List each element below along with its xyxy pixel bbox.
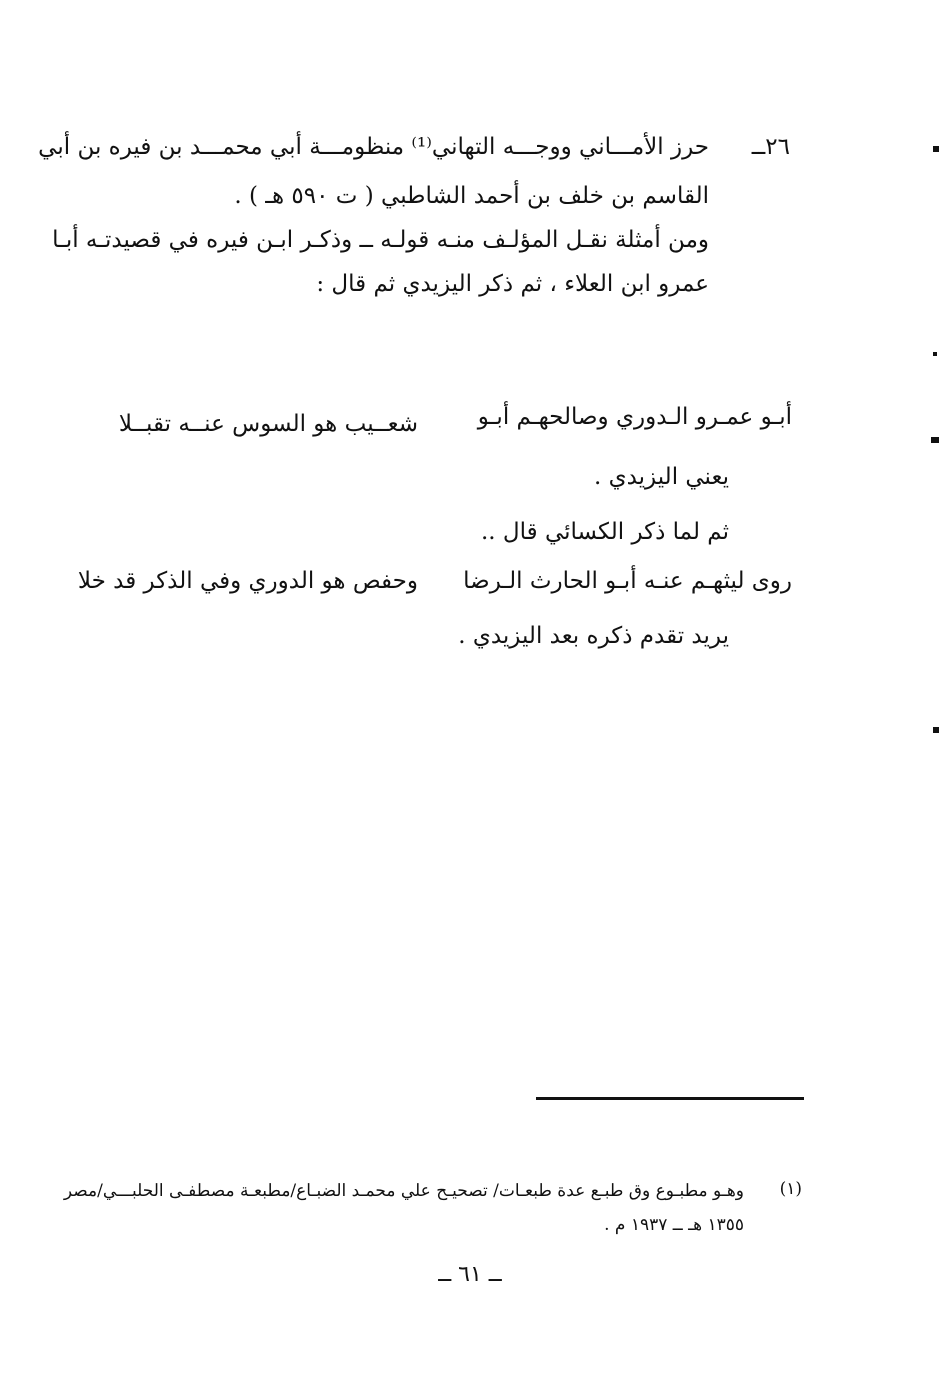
note-yazidi-order: يريد تقدم ذكره بعد اليزيدي . (458, 623, 729, 649)
verse-1-first-hemistich: أبـو عمـرو الـدوري وصالحهـم أبـو (477, 404, 792, 430)
footnote-line-2: ١٣٥٥ هـ ــ ١٩٣٧ م . (604, 1215, 744, 1235)
page-number: ــ ٦١ ــ (438, 1262, 502, 1287)
entry-line-3: ومن أمثلة نقـل المؤلـف منـه قولـه ــ وذكـر ابـن فيره في قصيدتـه أبـا (52, 227, 709, 253)
verse-2-first-hemistich: روى ليثهـم عنـه أبـو الحارث الـرضا (463, 568, 792, 594)
entry-line-1: حرز الأمـــاني ووجـــه التهاني⁽¹⁾ منظومـــة أبي محمـــد بن فيره بن أبي (38, 134, 709, 160)
note-yazidi: يعني اليزيدي . (593, 464, 729, 490)
verse-1-second-hemistich: شعــيب هو السوس عنــه تقبــلا (118, 411, 418, 437)
footnote-marker: (١) (779, 1179, 802, 1199)
margin-mark (933, 727, 939, 733)
verse-2-second-hemistich: وحفص هو الدوري وفي الذكر قد خلا (77, 568, 418, 594)
footnote-separator (536, 1097, 804, 1100)
entry-line-2: القاسم بن خلف بن أحمد الشاطبي ( ت ٥٩٠ هـ ) . (234, 183, 709, 209)
entry-line-4: عمرو ابن العلاء ، ثم ذكر اليزيدي ثم قال : (316, 271, 709, 297)
entry-number: ٢٦ــ (751, 134, 790, 160)
margin-mark (933, 352, 937, 356)
note-kisai: ثم لما ذكر الكسائي قال .. (481, 519, 729, 545)
margin-mark (931, 437, 939, 443)
margin-mark (933, 146, 939, 152)
footnote-line-1: وهـو مطبـوع وق طبـع عدة طبعـات/ تصحيـح علي محمـد الضبـاع/مطبعـة مصطفـى الحلبـــي/مصر (63, 1181, 744, 1201)
